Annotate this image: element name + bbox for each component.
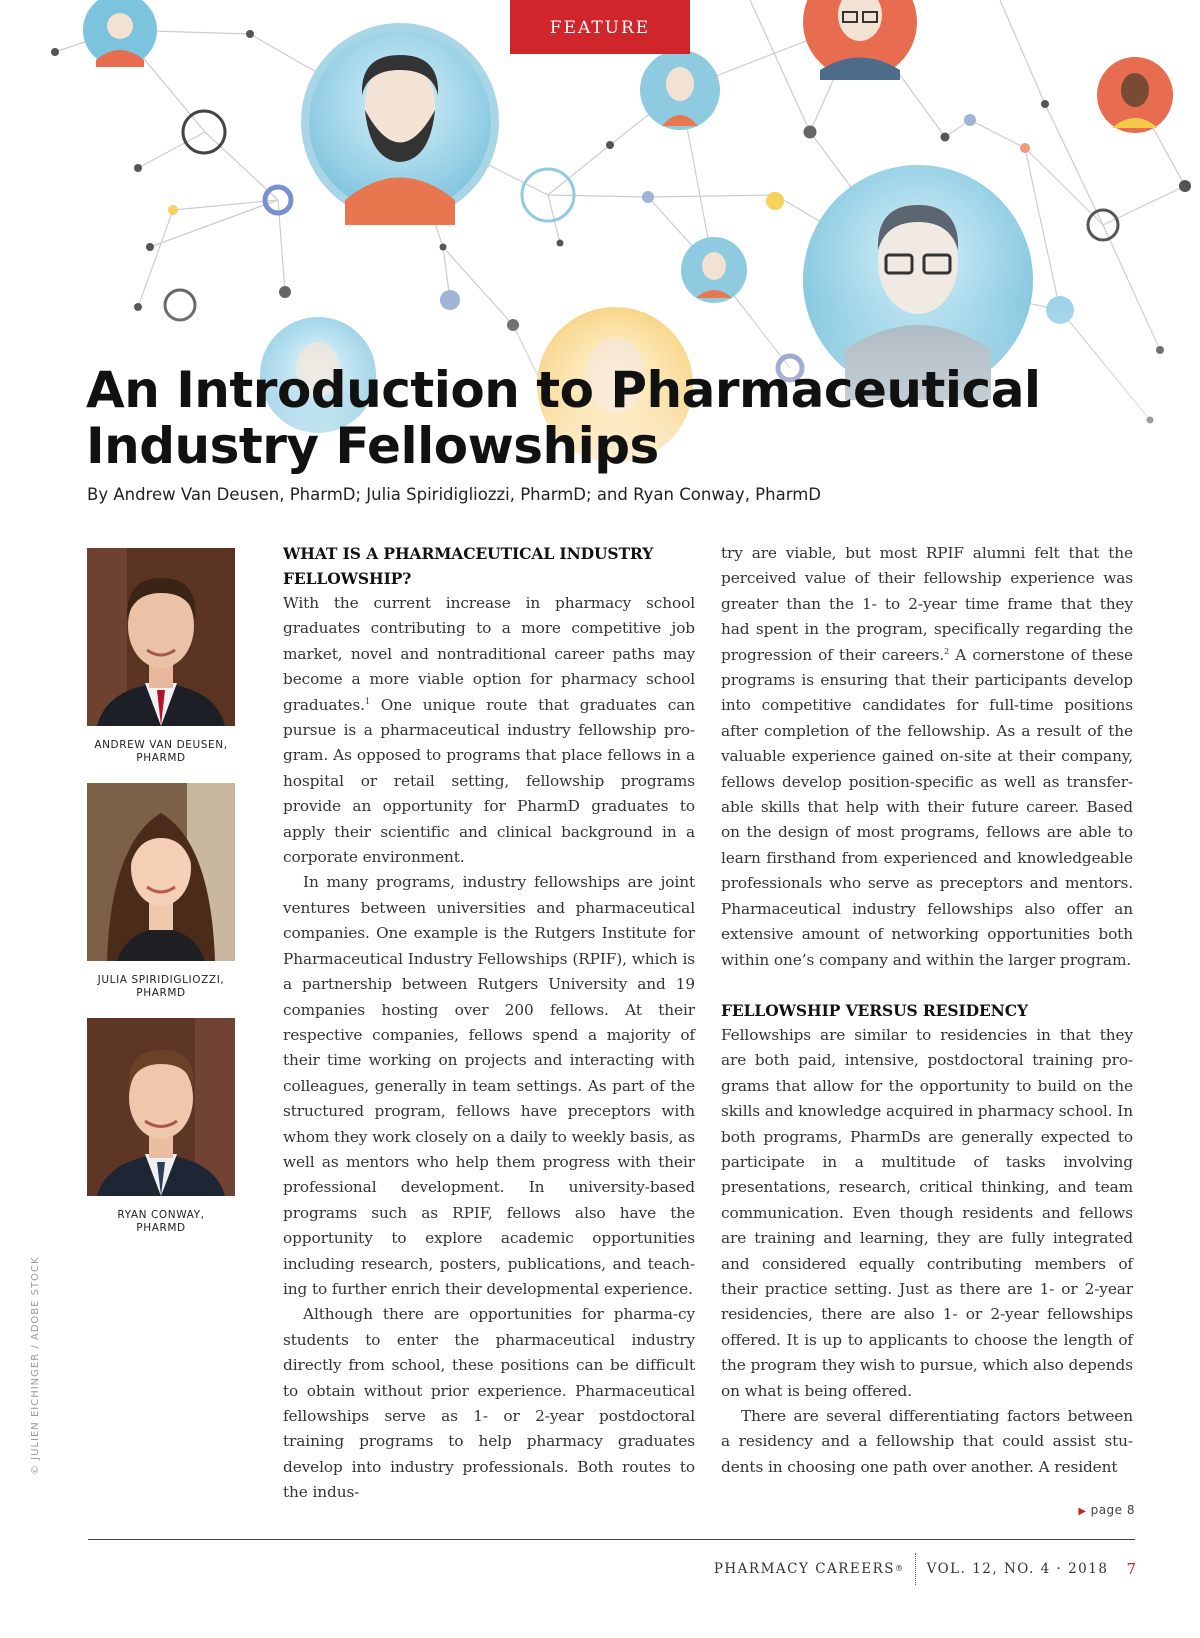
avatar-bubble-bearded-man [305,27,495,225]
paragraph-2: In many programs, industry fellowships are joint ventures between universities and pharmaceutical companies. One example is the Rutgers Institute for Pharmaceutical Industry Fellowships (RPIF), which is a partnership between Rutgers University and 19 companies hosting over 200 fellows. At their respective companies, fellows spend a majority of their time working on projects and interacting with colleagues, generally in team settings. As part of the structured program, fellows have preceptors with whom they work closely on a daily to weekly basis, as well as mentors who help them progress with their professional development. In university-based programs such as RPIF, fellows also have the opportunity to explore academic opportunities including research, posters, publications, and teach-ing to further enrich their developmental experience. [283,873,695,1298]
author-card-ryan [87,1018,235,1235]
avatar-bubble-man-small [681,237,747,303]
article-column-left [283,541,695,1506]
paragraph-3: Although there are opportunities for pharma-cy students to enter the pharmaceutical industry directly from school, these positions can be difficult to obtain without prior experience. Pharmaceutical fellowships serve as 1- or 2-year postdoctoral training programs to help pharmacy graduates develop into industry professionals. Both routes to the indus- [283,1305,695,1502]
article-title [86,362,1086,474]
paragraph-6: There are several differentiating factors between a residency and a fellowship that could assist stu-dents in choosing one path over another. A resident [721,1407,1133,1476]
feature-section-tab: FEATURE [510,0,690,54]
paragraph-5: Fellowships are similar to residencies in that they are both paid, intensive, postdoctoral training pro-grams that allow for the opportunity to build on the skills and knowledge acquired in pharmacy school. In both programs, PharmDs are generally expected to participate in a multitude of tasks involving presentations, research, critical thinking, and team communication. Even though residents and fellows are training and learning, they are fully integrated and considered equally contributing members of their practice setting. Just as there are 1- or 2-year residencies, there are also 1- or 2-year fellowships offered. It is up to applicants to choose the length of the program they wish to pursue, which also depends on what is being offered. [721,1025,1133,1400]
avatar-bubble-woman-small [640,50,720,130]
paragraph-1: With the current increase in pharmacy school graduates contributing to a more competitive job market, novel and nontraditional career paths may become a more viable option for pharmacy school graduates.$^1$ One unique route that graduates can pursue is a pharmaceutical industry fellowship pro-gram. As opposed to programs that place fellows in a hospital or retail setting, fellowship programs provide an opportunity for PharmD graduates to apply their scientific and clinical background in a corporate environment. [283,594,695,867]
author-photo-julia [87,783,235,961]
issue-info: VOL. 12, NO. 4 · 2018 [926,1561,1109,1577]
caret-right-icon: ▶ [1078,1506,1087,1517]
section-heading-fellowship-vs-residency: FELLOWSHIP VERSUS RESIDENCY [721,1000,1028,1020]
avatar-bubble-man-glasses-orange [803,0,917,80]
title-line-2: Industry Fellowships [86,417,659,475]
article-byline: By Andrew Van Deusen, PharmD; Julia Spiridigliozzi, PharmD; and Ryan Conway, PharmD [87,485,821,504]
author-photo-ryan [87,1018,235,1196]
reference-1: 1 [364,696,370,706]
avatar-bubble-top-left [83,0,157,67]
section-spacer [721,973,1133,998]
author-card-andrew [87,548,235,765]
continued-on-page: ▶ page 8 [1078,1503,1135,1517]
author-caption-julia: JULIA SPIRIDIGLIOZZI, PHARMD [97,974,225,999]
avatar-bubble-right [1097,57,1173,133]
page-footer: PHARMACY CAREERS ® VOL. 12, NO. 4 · 2018 7 [714,1557,1136,1581]
section-heading-what-is: WHAT IS A PHARMACEUTICAL INDUSTRY FELLOWSHIP? [283,544,654,588]
article-column-right [721,541,1133,1480]
reference-2: 2 [944,646,950,656]
paragraph-4: try are viable, but most RPIF alumni felt that the perceived value of their fellowship experience was greater than the 1- to 2-year time frame that they had spent in the program, specifically regarding the progression of their careers.$^2$ A cornerstone of these programs is ensuring that their participants develop into competitive candidates for full-time positions after completion of the fellowship. As a result of the valuable experience gained on-site at their company, fellows develop position-specific as well as transfer-able skills that help with their future career. Based on the design of most programs, fellows are able to learn firsthand from experienced and knowledgeable professionals who serve as preceptors and mentors. Pharmaceutical industry fellowships also offer an extensive amount of networking opportunities both within one’s company and within the larger program. [721,544,1133,969]
author-card-julia [87,783,235,1000]
footer-separator [915,1553,917,1585]
title-line-1: An Introduction to Pharmaceutical [86,361,1041,419]
page-number: 7 [1126,1560,1136,1578]
author-caption-ryan: RYAN CONWAY, PHARMD [117,1209,205,1234]
publication-name: PHARMACY CAREERS [713,1561,896,1577]
image-credit: © JULIEN EICHINGER / ADOBE STOCK [30,1256,41,1475]
footer-divider [88,1539,1135,1540]
author-photo-andrew [87,548,235,726]
author-caption-andrew: ANDREW VAN DEUSEN, PHARMD [94,739,228,764]
